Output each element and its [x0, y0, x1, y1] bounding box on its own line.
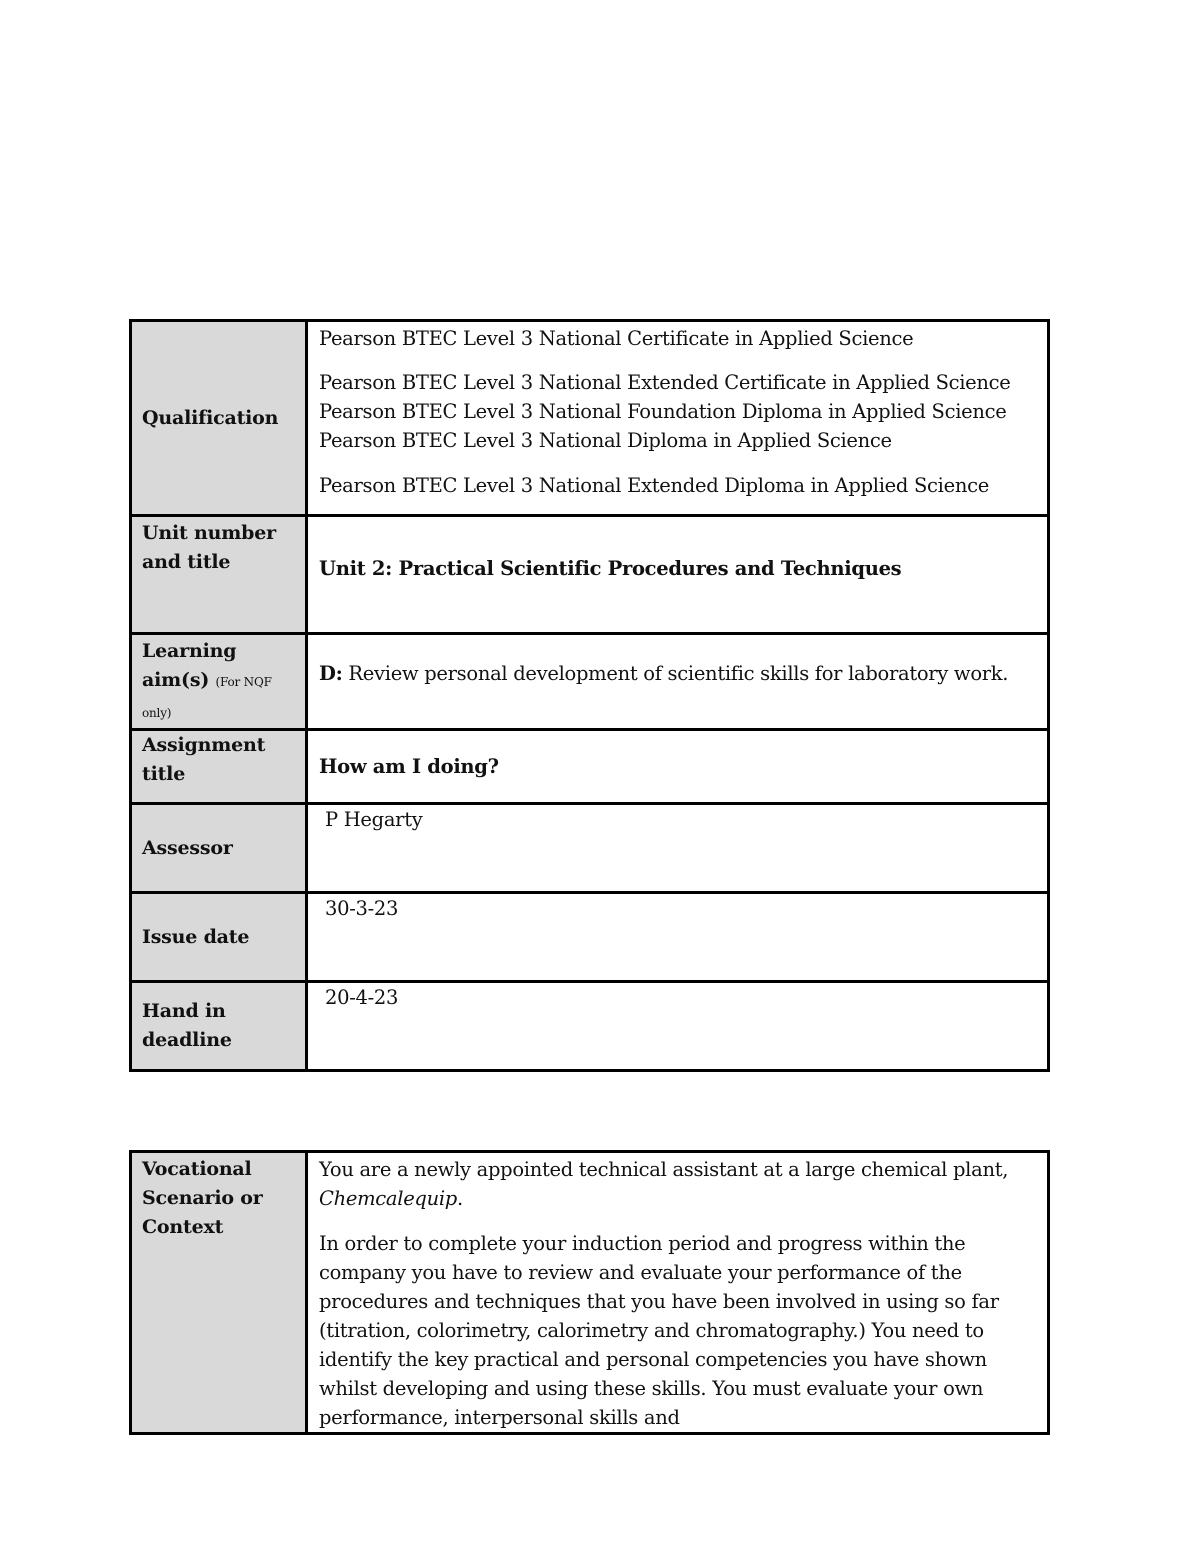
qualification-row	[131, 321, 1049, 516]
issue-date-row	[131, 893, 1049, 982]
qualification-line: Pearson BTEC Level 3 National Diploma in Applied Science	[319, 429, 892, 452]
qualification-line: Pearson BTEC Level 3 National Foundation Diploma in Applied Science	[319, 400, 1007, 423]
assignment-title-value: How am I doing?	[319, 755, 499, 778]
qualification-line: Pearson BTEC Level 3 National Certificate in Applied Science	[319, 327, 914, 350]
issue-date-cell	[307, 893, 1049, 982]
learning-aim-row	[131, 634, 1049, 730]
scenario-label: Vocational Scenario or Context	[131, 1152, 307, 1434]
assignment-title-row	[131, 730, 1049, 804]
qualification-value	[307, 321, 1049, 516]
assessor-cell	[307, 804, 1049, 893]
deadline-row	[131, 982, 1049, 1071]
learning-aim-label: Learning aim(s)	[142, 640, 237, 691]
learning-aim-text	[319, 659, 1037, 688]
assignment-title-label: Assignment title	[131, 730, 307, 804]
issue-date-value: 30-3-23	[325, 897, 399, 920]
assessor-label: Assessor	[131, 804, 307, 893]
deadline-value: 20-4-23	[325, 986, 399, 1009]
scenario-table	[129, 1150, 1050, 1435]
scenario-body: In order to complete your induction period and progress within the company you have to review and evaluate your performance of the procedures and techniques that you have been involved in using so far (titration, colorimetry, calorimetry and chromatography.) You need to identify the key practical and personal competencies you have shown whilst developing and using these skills. You must evaluate your own performance, interpersonal skills and	[319, 1232, 999, 1429]
assessor-row	[131, 804, 1049, 893]
scenario-intro: You are a newly appointed technical assistant at a large chemical plant,	[319, 1158, 1009, 1181]
deadline-label: Hand in deadline	[131, 982, 307, 1071]
learning-aim-prefix: D:	[319, 662, 343, 685]
qualification-label: Qualification	[131, 321, 307, 516]
issue-date-label: Issue date	[131, 893, 307, 982]
assessor-value: P Hegarty	[325, 808, 423, 831]
scenario-row	[131, 1152, 1049, 1434]
scenario-cell	[307, 1152, 1049, 1434]
scenario-company: Chemcalequip	[319, 1187, 457, 1210]
unit-label: Unit number and title	[131, 516, 307, 634]
qualification-line: Pearson BTEC Level 3 National Extended Certificate in Applied Science	[319, 371, 1011, 394]
qualification-line: Pearson BTEC Level 3 National Extended Diploma in Applied Science	[319, 474, 989, 497]
deadline-cell	[307, 982, 1049, 1071]
learning-aim-value-cell	[307, 634, 1049, 730]
assignment-title-cell	[307, 730, 1049, 804]
learning-aim-value: Review personal development of scientific skills for laboratory work.	[348, 662, 1009, 685]
scenario-intro-text	[319, 1155, 1037, 1213]
unit-value-cell	[307, 516, 1049, 634]
learning-aim-label-cell	[131, 634, 307, 730]
unit-row	[131, 516, 1049, 634]
scenario-company-suffix: .	[457, 1187, 463, 1210]
learning-aim-note: (For NQF only)	[142, 675, 272, 720]
unit-title: Unit 2: Practical Scientific Procedures and Techniques	[319, 557, 902, 580]
assignment-details-table	[129, 319, 1050, 1072]
